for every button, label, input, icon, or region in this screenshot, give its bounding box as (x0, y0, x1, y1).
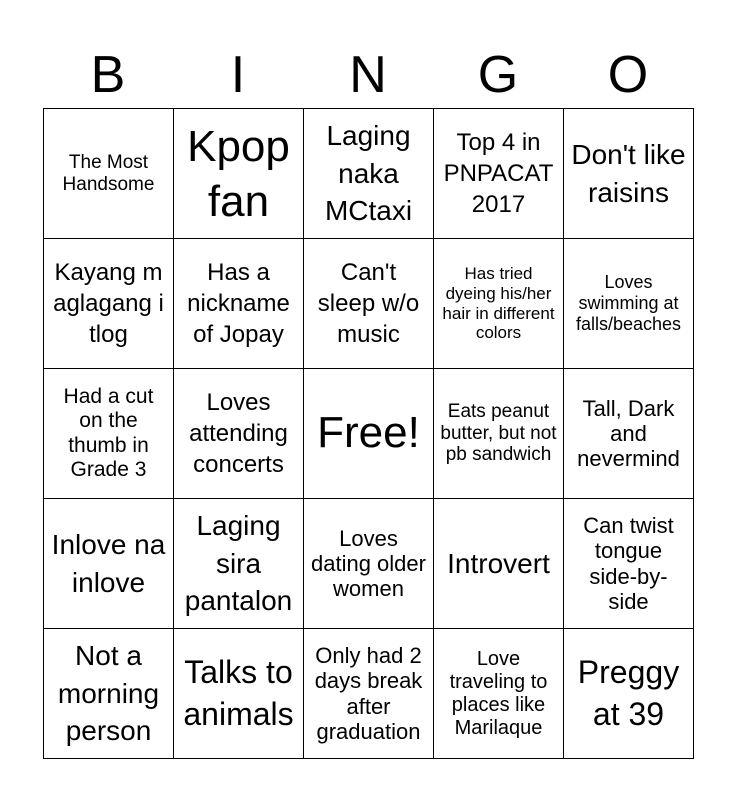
header-letter-o: O (607, 46, 649, 104)
bingo-header (43, 42, 693, 108)
cell-text: Laging sira pantalon (184, 509, 293, 617)
bingo-cell-r4c3[interactable] (304, 499, 434, 629)
cell-text: Eats peanut butter, but not pb sandwich (440, 400, 557, 466)
cell-text: Has a nickname of Jopay (187, 258, 290, 349)
cell-text: Kpop fan (187, 121, 290, 226)
cell-text: Can't sleep w/o music (317, 258, 420, 349)
cell-text: Only had 2 days break after graduation (314, 642, 423, 744)
header-letter-i: I (230, 46, 246, 104)
header-letter-n: N (349, 46, 387, 104)
cell-text: Had a cut on the thumb in Grade 3 (63, 385, 154, 481)
cell-text: Talks to animals (183, 653, 294, 732)
bingo-cell-r5c3[interactable] (304, 629, 434, 759)
bingo-cell-r2c3[interactable] (304, 239, 434, 369)
cell-text: Laging naka MCtaxi (324, 119, 413, 227)
bingo-cell-r2c2[interactable] (174, 239, 304, 369)
bingo-cell-r5c1[interactable] (44, 629, 174, 759)
bingo-cell-r4c5[interactable] (564, 499, 694, 629)
cell-text: Kayang maglagang itlog (53, 258, 164, 349)
bingo-cell-r1c3[interactable] (304, 109, 434, 239)
cell-text: The Most Handsome (62, 151, 155, 195)
bingo-cell-r1c2[interactable] (174, 109, 304, 239)
cell-text: Preggy at 39 (577, 653, 680, 732)
cell-text: Love traveling to places like Marilaque (449, 647, 548, 739)
bingo-cell-r1c4[interactable] (434, 109, 564, 239)
bingo-cell-r3c1[interactable] (44, 369, 174, 499)
cell-text: Inlove na inlove (51, 528, 166, 598)
bingo-cell-r3c4[interactable] (434, 369, 564, 499)
bingo-cell-r5c4[interactable] (434, 629, 564, 759)
bingo-cell-r4c1[interactable] (44, 499, 174, 629)
bingo-cell-r3c2[interactable] (174, 369, 304, 499)
bingo-cell-r2c1[interactable] (44, 239, 174, 369)
cell-text: Top 4 in PNPACAT 2017 (443, 128, 554, 219)
bingo-cell-r2c4[interactable] (434, 239, 564, 369)
bingo-cell-r1c1[interactable] (44, 109, 174, 239)
bingo-cell-r4c2[interactable] (174, 499, 304, 629)
cell-text: Has tried dyeing his/her hair in different colors (442, 264, 555, 343)
cell-text: Loves attending concerts (189, 388, 288, 479)
bingo-cell-r5c5[interactable] (564, 629, 694, 759)
cell-text: Not a morning person (57, 639, 160, 747)
header-letter-b: B (90, 46, 126, 104)
bingo-cell-r2c5[interactable] (564, 239, 694, 369)
cell-text: Free! (317, 408, 420, 458)
cell-text: Tall, Dark and nevermind (577, 395, 680, 472)
cell-text: Can twist tongue side-by-side (583, 512, 674, 614)
bingo-cell-free[interactable] (304, 369, 434, 499)
cell-text: Loves dating older women (311, 525, 426, 602)
cell-text: Loves swimming at falls/beaches (575, 272, 682, 334)
bingo-board (43, 108, 694, 759)
header-letter-g: G (477, 46, 519, 104)
bingo-cell-r4c4[interactable] (434, 499, 564, 629)
cell-text: Don't like raisins (571, 138, 686, 208)
cell-text: Introvert (447, 547, 550, 579)
bingo-cell-r5c2[interactable] (174, 629, 304, 759)
bingo-cell-r1c5[interactable] (564, 109, 694, 239)
bingo-cell-r3c5[interactable] (564, 369, 694, 499)
